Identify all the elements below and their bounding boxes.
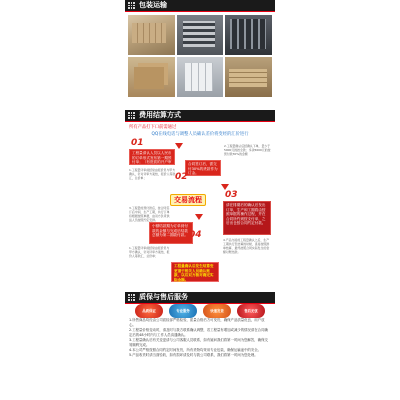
step-note: 1.工程量评审前经常由报价员与甲方确认，针对评审方案结，报价人等款汇，总价单； (129, 246, 170, 258)
policy-item: 4.本公司严格按照合同约定时间发货，所有货物均采用专业包装，确保运输途中的安全。 (129, 347, 262, 352)
packaging-photo (225, 57, 272, 97)
service-badge: 售后无忧 (237, 304, 265, 318)
packaging-photo (177, 15, 224, 55)
policy-item: 5.产品收货时请当面验收，如有损坏请及时与我公司联系，我们将第一时间为您处理。 (129, 353, 258, 358)
section-header-quality (125, 292, 275, 304)
grid-icon (128, 112, 135, 119)
packaging-photo-grid (128, 15, 272, 97)
grid-icon (128, 2, 135, 9)
packaging-photo (128, 57, 175, 97)
packaging-photo (177, 57, 224, 97)
policy-list (129, 318, 271, 359)
arrow-down-icon (221, 184, 229, 190)
section-title: 费用结算方式 (139, 111, 181, 119)
flow-label: 交易流程 (170, 194, 206, 206)
policy-item: 1.所售商品均经由公司质检部严格检验，质量合格后方可发货，确保产品质量优良，用户放心。 (129, 318, 265, 327)
step-highlight: 工程量确认后发生结算变更请于相关人员确认账款，以后双方核对确定实际金额。 (171, 262, 219, 282)
step-number: 04 (189, 230, 202, 240)
policy-item: 3.工程量确认后有关变更请与公司客服人员联系，如有疑问我们将第一时间为您解答，确保交易顺利完成。 (129, 337, 268, 347)
step-box: 合同签订后，需交付30%的货款作为订金。 (185, 160, 221, 176)
step-box: 请在排期后的确认后发出订单，生产和工期将由按照单据的操作过程，并在合同所约到按支付单，之后出仓按合同约定付款。 (223, 201, 271, 235)
grid-icon (128, 294, 135, 301)
section-title: 包装运输 (139, 1, 167, 9)
section-header-packaging (125, 0, 275, 12)
intro-text: QQ在线电话与调整人员确认差价将变经的汇价进行 (151, 132, 249, 137)
section-title: 质保与售后服务 (139, 293, 188, 301)
step-box: 工程量请认人员以人民币的订单形式发布第一期预付单；（有资质的开户审计) (129, 149, 175, 165)
arrow-down-icon (195, 214, 203, 220)
step-number: 02 (175, 172, 188, 182)
step-note: 4.产品交接的工程量确认之后，生产工期执行至结算的时候，直接按照排单结算，最终按照合同实际发生的金额对账结款。 (223, 238, 270, 254)
step-note: 3.工程量的预付款后，按合同签订后中间，生产工期，执行订单将根据按照单据，由双方负责供货人员按照约定安排。 (129, 206, 170, 222)
step-number: 03 (225, 190, 238, 200)
policy-item: 2.工程量价格变动时，请及时与我方联系确认调整，若工程量有增加或减少的情况请在合同确定后的48小时内与工作人员沟通确认。 (129, 327, 268, 337)
section-header-cost (125, 110, 275, 122)
content-column (125, 0, 275, 400)
packaging-photo (128, 15, 175, 55)
service-badge: 品质保证 (135, 304, 163, 318)
service-badge: 专业服务 (169, 304, 197, 318)
step-note: 2.工程量确认后经确认下单，量少于5000元的按全款；多余5000元的按预付款30%的金额 (224, 144, 271, 156)
intro-text: 所有产品打下口前需通过 (129, 125, 177, 130)
packaging-photo (225, 15, 272, 55)
step-note: 1.工程量评审前经常由报价员与甲方确认，针对评审方案结，报价人等款汇，总价单； (129, 168, 176, 180)
arrow-down-icon (175, 143, 183, 149)
step-number: 01 (131, 138, 144, 148)
step-box: 小额结款期为订单到付款的金额与完成后结款总额为第二期款付款。 (149, 222, 193, 244)
service-badge: 快速发货 (203, 304, 231, 318)
